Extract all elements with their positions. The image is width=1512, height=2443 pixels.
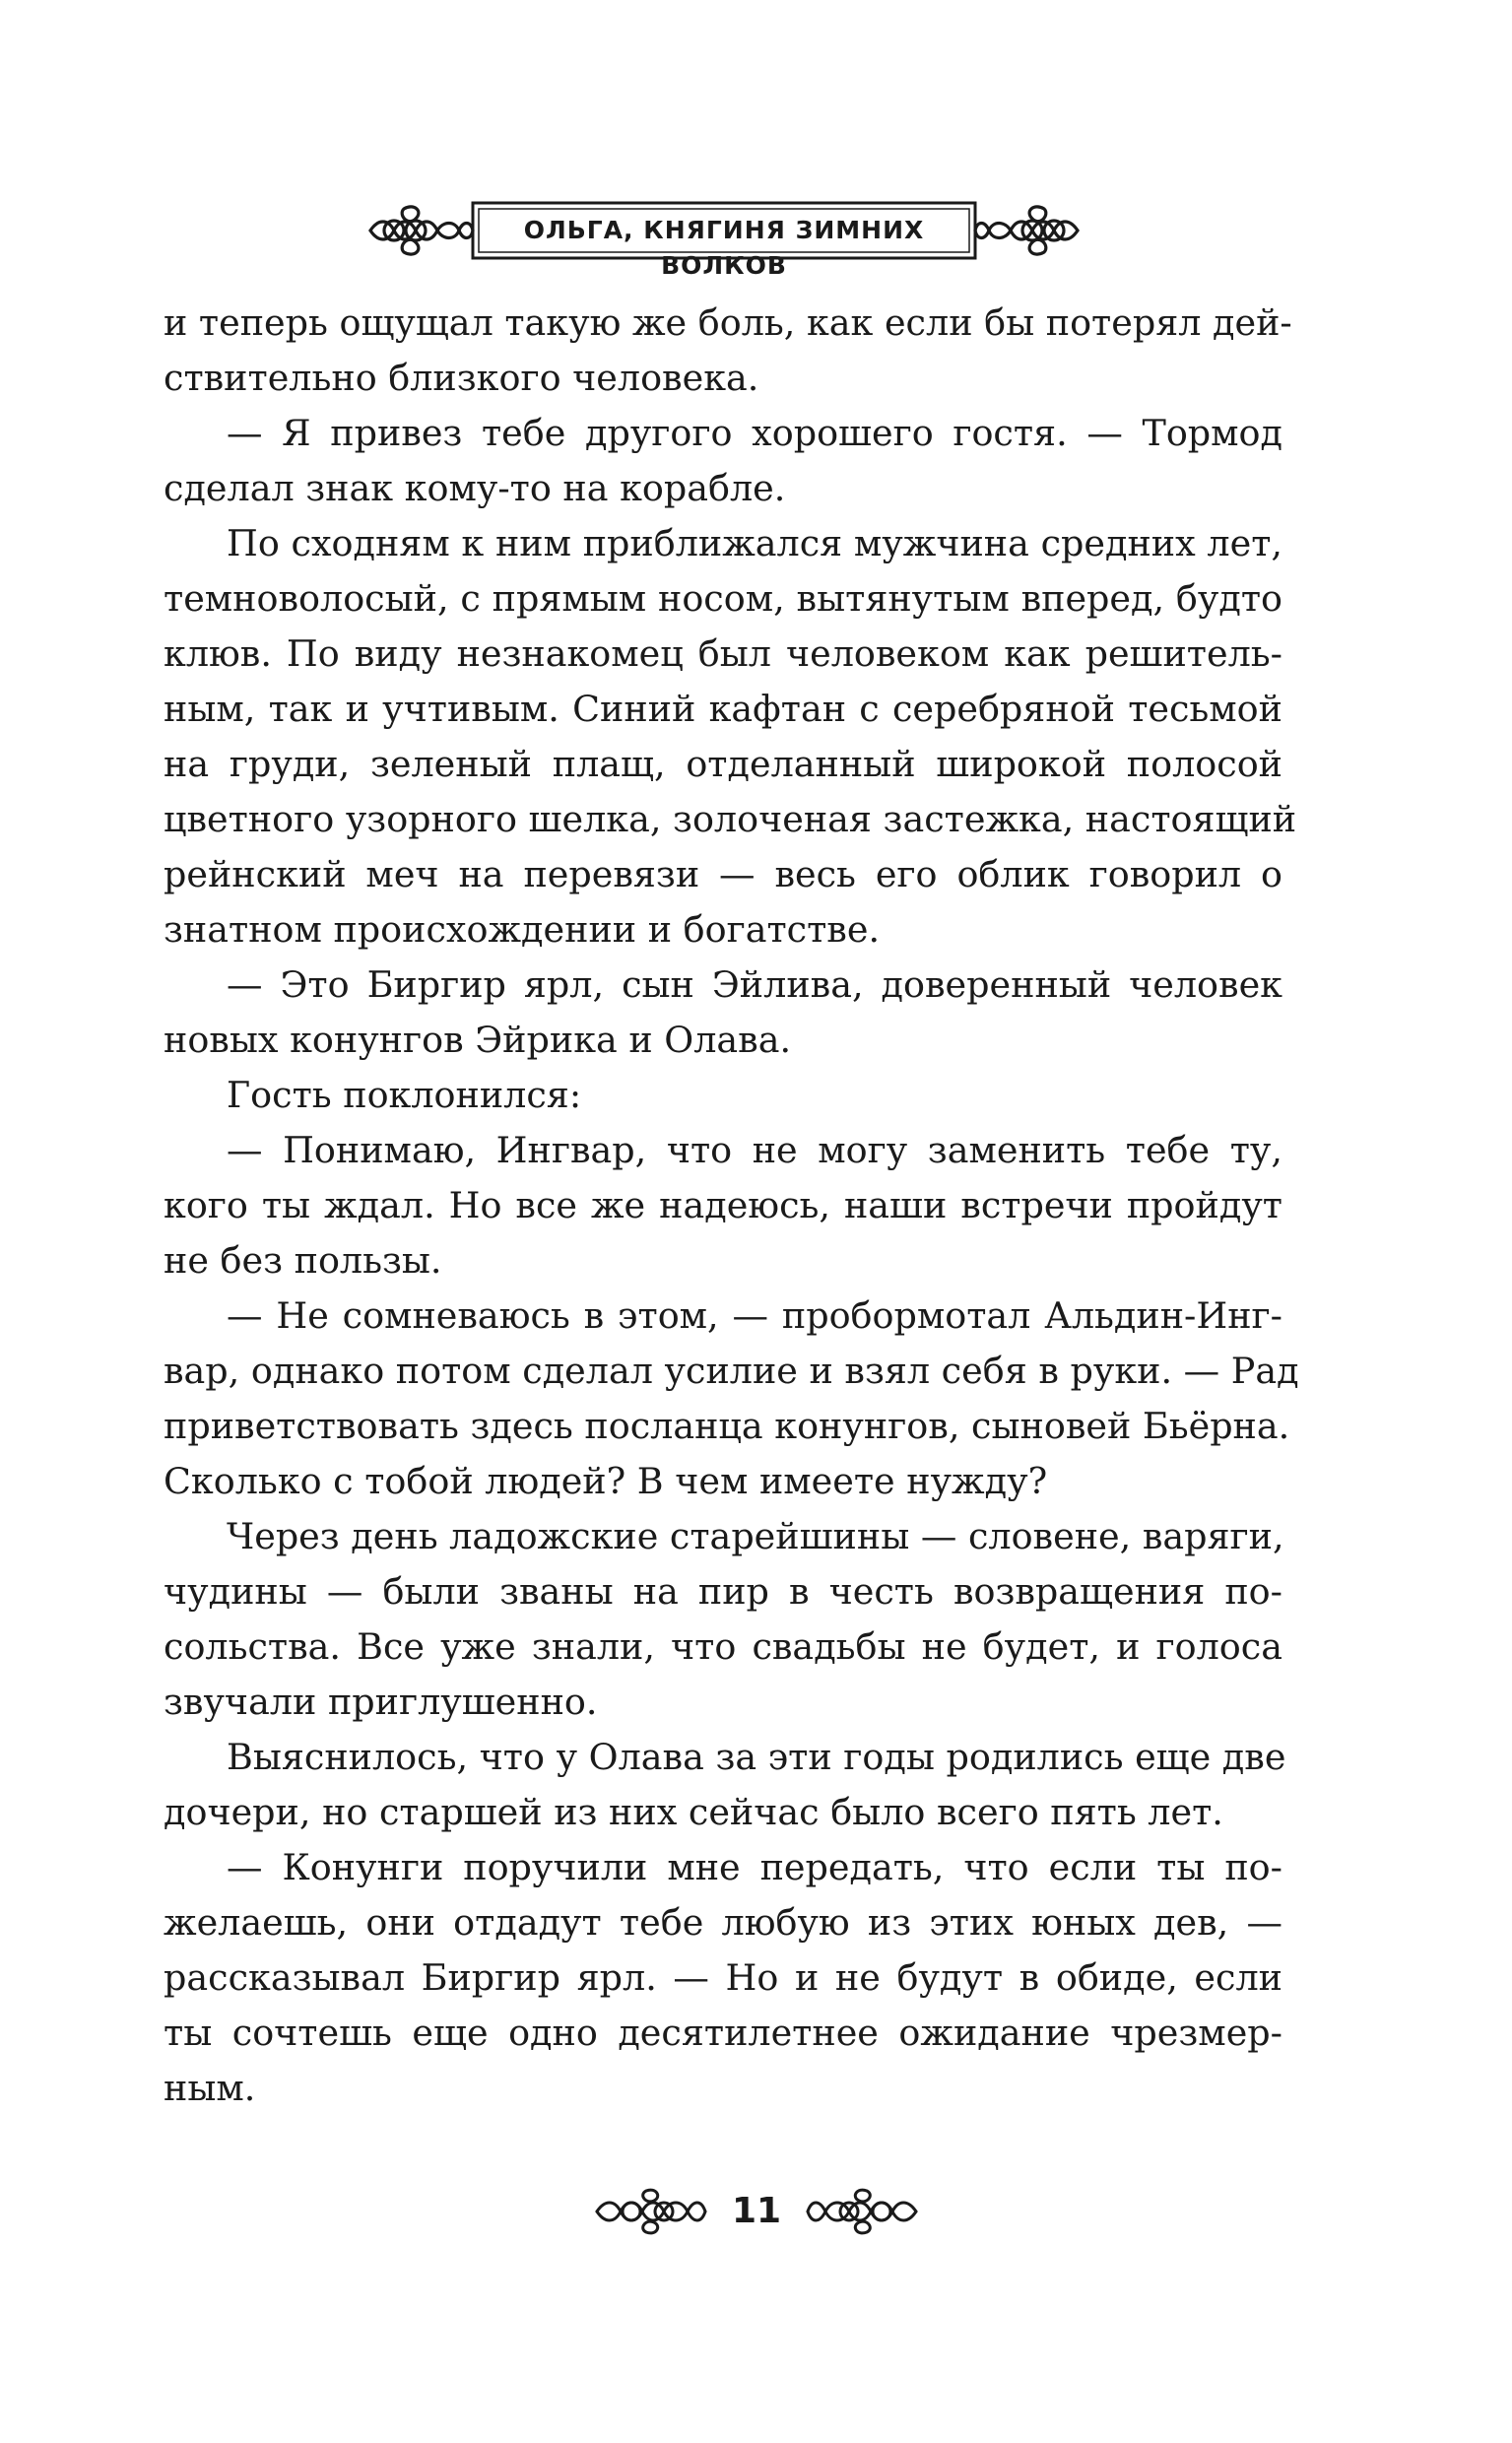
text-line: — Конунги поручили мне передать, что если ты по- [227,1846,1282,1888]
text-line: ствительно близкого человека. [164,357,759,399]
running-title: ОЛЬГА, КНЯГИНЯ ЗИМНИХ ВОЛКОВ [523,216,925,280]
text-line: ты сочтешь еще одно десятилетнее ожидание чрезмер- [164,2012,1282,2054]
text-line: ным. [164,2067,256,2109]
text-line: сделал знак кому-то на корабле. [164,467,786,509]
text-line: рассказывал Биргир ярл. — Но и не будут в обиде, если [164,1956,1282,1999]
text-line: дочери, но старшей из них сейчас было всего пять лет. [164,1791,1223,1833]
text-line: Выяснилось, что у Олава за эти годы родились еще две [227,1736,1286,1778]
text-line: — Не сомневаюсь в этом, — пробормотал Альдин-Инг- [227,1294,1282,1337]
celtic-knot-ornament-icon [973,201,1084,260]
text-line: желаешь, они отдадут тебе любую из этих юных дев, — [164,1901,1282,1944]
page-number: 11 [731,2191,782,2231]
text-line: рейнский меч на перевязи — весь его облик говорил о [164,853,1282,895]
text-line: Гость поклонился: [227,1074,582,1116]
running-header [364,195,1084,280]
text-line: чудины — были званы на пир в честь возвращения по- [164,1570,1282,1613]
text-line: клюв. По виду незнакомец был человеком как решитель- [164,632,1282,675]
text-line: — Понимаю, Ингвар, что не могу заменить тебе ту, [227,1129,1282,1171]
text-line: — Я привез тебе другого хорошего гостя. — Тормод [227,412,1282,454]
text-line: приветствовать здесь посланца конунгов, сыновей Бьёрна. [164,1405,1290,1447]
text-line: По сходням к ним приближался мужчина средних лет, [227,522,1282,564]
text-line: сольства. Все уже знали, что свадьбы не будет, и голоса [164,1625,1282,1668]
text-line: Сколько с тобой людей? В чем имеете нужду? [164,1460,1048,1502]
text-line: Через день ладожские старейшины — словене, варяги, [227,1515,1284,1557]
page-footer [591,2177,922,2246]
text-line: вар, однако потом сделал усилие и взял себя в руки. — Рад [164,1350,1299,1392]
text-line: — Это Биргир ярл, сын Эйлива, доверенный человек [227,963,1282,1006]
text-line: кого ты ждал. Но все же надеюсь, наши встречи пройдут [164,1184,1282,1226]
text-line: на груди, зеленый плащ, отделанный широкой полосой [164,743,1282,785]
text-line: цветного узорного шелка, золоченая застежка, настоящий [164,798,1297,840]
text-line: ным, так и учтивым. Синий кафтан с серебряной тесьмой [164,688,1282,730]
text-line: темноволосый, с прямым носом, вытянутым вперед, будто [164,577,1282,620]
text-line: звучали приглушенно. [164,1681,598,1723]
celtic-knot-ornament-icon [804,2185,922,2238]
text-line: не без пользы. [164,1239,442,1282]
text-line: знатном происхождении и богатстве. [164,908,881,951]
celtic-knot-ornament-icon [364,201,475,260]
text-line: и теперь ощущал такую же боль, как если бы потерял дей- [164,301,1292,344]
text-line: новых конунгов Эйрика и Олава. [164,1019,792,1061]
